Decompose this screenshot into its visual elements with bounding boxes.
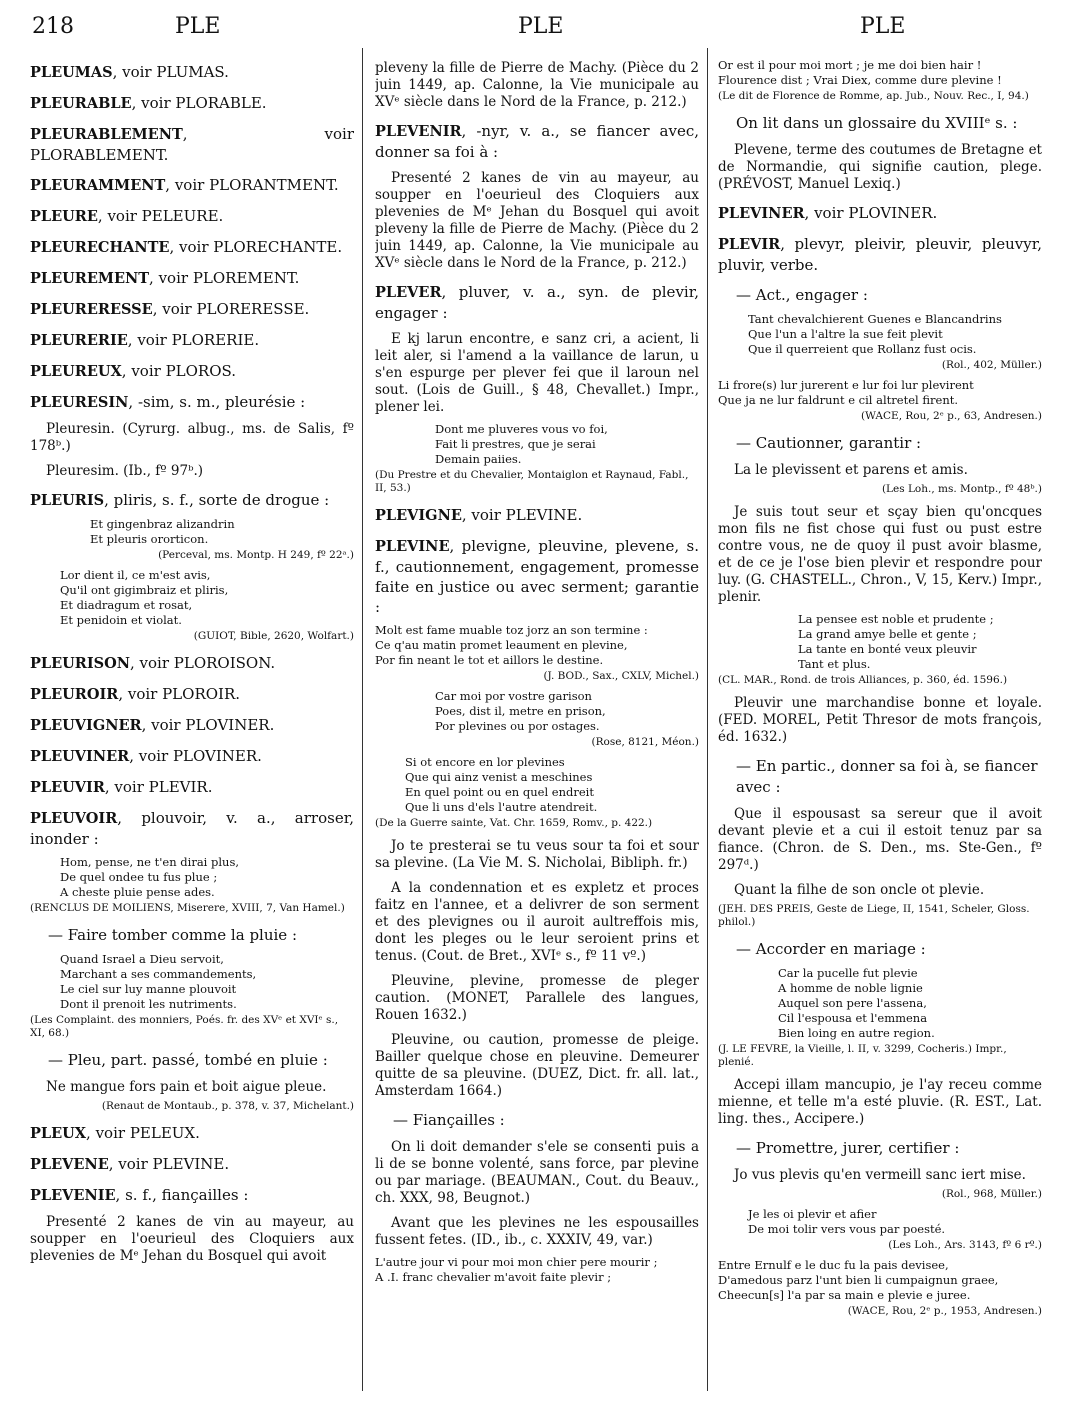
verse-quotation: [718, 1258, 1042, 1303]
dictionary-entry: PLEURERIE, voir PLORERIE.: [30, 331, 260, 349]
verse-line: Poes, dist il, metre en prison,: [435, 704, 606, 718]
running-head-col1: PLE: [175, 14, 221, 39]
column-1: [30, 52, 354, 1269]
verse-line: L'autre jour vi pour moi mon chier pere mourir ;: [375, 1255, 658, 1269]
quotation-text: Pleuvir une marchandise bonne et loyale. (FED. MOREL, Petit Thresor de mots françois, éd. 1632.): [718, 695, 1042, 745]
dictionary-entry: PLEURIS, pliris, s. f., sorte de drogue :: [30, 491, 330, 509]
verse-line: Auquel son pere l'assena,: [778, 996, 927, 1010]
dictionary-entry: PLEURECHANTE, voir PLORECHANTE.: [30, 238, 343, 256]
headword: PLEURABLE: [30, 95, 132, 112]
verse-quotation: [30, 568, 354, 628]
headword: PLEVENIE: [30, 1187, 116, 1204]
verse-line: D'amedous parz l'unt bien li cumpaignun graee,: [718, 1273, 999, 1287]
dictionary-entry: PLEVIR, plevyr, pleivir, pleuvir, pleuvyr, pluvir, verbe.: [718, 235, 1042, 274]
verse-quotation: [718, 966, 1042, 1041]
column-3: [718, 52, 1042, 1324]
quotation-text: La le plevissent et parens et amis.: [734, 462, 968, 478]
verse-line: Flourence dist ; Vrai Diex, comme dure plevine !: [718, 73, 1002, 87]
verse-line: A cheste pluie pense ades.: [60, 885, 215, 899]
dictionary-entry: PLEUMAS, voir PLUMAS.: [30, 63, 229, 81]
quotation-text: Quant la filhe de son oncle ot plevie.: [734, 882, 985, 898]
headword: PLEURAMMENT: [30, 177, 166, 194]
headword: PLEVINER: [718, 205, 805, 222]
verse-line: Car moi por vostre garison: [435, 689, 592, 703]
verse-line: Dont me pluveres vous vo foi,: [435, 422, 608, 436]
column-rule-right: [707, 48, 708, 1391]
headword: PLEUVINER: [30, 748, 130, 765]
headword: PLEVIR: [718, 236, 781, 253]
headword: PLEVENE: [30, 1156, 109, 1173]
sense-heading: On lit dans un glossaire du XVIIIᵉ s. :: [736, 114, 1018, 132]
verse-line: En quel point ou en quel endreit: [405, 785, 594, 799]
verse-line: Tant chevalchierent Guenes e Blancandrins: [748, 312, 1002, 326]
dictionary-entry: PLEURESIN, -sim, s. m., pleurésie :: [30, 393, 306, 411]
dictionary-entry: PLEUX, voir PELEUX.: [30, 1124, 200, 1142]
verse-line: Et diadragum et rosat,: [60, 598, 193, 612]
dictionary-entry: PLEVENE, voir PLEVINE.: [30, 1155, 230, 1173]
verse-quotation: [375, 689, 699, 734]
verse-line: Qu'il ont gigimbraiz et pliris,: [60, 583, 229, 597]
verse-quotation: [375, 422, 699, 467]
dictionary-entry: PLEUVINER, voir PLOVINER.: [30, 747, 262, 765]
headword: PLEUREMENT: [30, 270, 150, 287]
headword: PLEURECHANTE: [30, 239, 170, 256]
headword: PLEUVOIR: [30, 810, 118, 827]
verse-line: Ce q'au matin promet leaument en plevine,: [375, 638, 628, 652]
source-citation: (Du Prestre et du Chevalier, Montaiglon et Raynaud, Fabl., II, 53.): [375, 469, 689, 494]
dictionary-entry: PLEVENIR, -nyr, v. a., se fiancer avec, donner sa foi à :: [375, 122, 699, 161]
verse-line: De moi tolir vers vous par poesté.: [748, 1222, 946, 1236]
source-citation: (Les Complaint. des monniers, Poés. fr. des XVᵉ et XVIᵉ s., XI, 68.): [30, 1014, 339, 1039]
verse-line: La pensee est noble et prudente ;: [798, 612, 994, 626]
quotation-text: Ne mangue fors pain et boit aigue pleue.: [46, 1079, 327, 1095]
dictionary-entry: PLEURAMMENT, voir PLORANTMENT.: [30, 176, 339, 194]
verse-line: Li frore(s) lur jurerent e lur foi lur plevirent: [718, 378, 974, 392]
headword: PLEUROIR: [30, 686, 119, 703]
source-citation: (Les Loh., ms. Montp., fº 48ᵇ.): [881, 483, 1042, 495]
running-head-col3: PLE: [860, 14, 906, 39]
headword: PLEVENIR: [375, 123, 462, 140]
source-citation: (JEH. DES PREIS, Geste de Liege, II, 1541, Scheler, Gloss. philol.): [718, 903, 1030, 928]
headword: PLEURERESSE: [30, 301, 153, 318]
quotation-text: Plevene, terme des coutumes de Bretagne et de Normandie, qui signifie caution, plege. (PRÉVOST, Manuel Lexiq.): [718, 142, 1042, 192]
column-2: [375, 52, 699, 1287]
headword: PLEURABLEMENT: [30, 126, 183, 143]
column-rule-left: [362, 48, 363, 1391]
verse-line: A homme de noble lignie: [778, 981, 923, 995]
quotation-text: Presenté 2 kanes de vin au mayeur, au soupper en l'oeurieul des Cloquiers aux plevenies de Mᵉ Jehan du Bosquel qui avoit pleveny la fille de Pierre de Machy. (Pièce du 2 juin 1449, ap. Calonne, la Vie municipale au XVᵉ siècle dans le Nord de la France, p. 212.): [375, 170, 699, 271]
verse-line: Demain paiies.: [435, 452, 522, 466]
verse-line: Le ciel sur luy manne plouvoit: [60, 982, 237, 996]
dictionary-entry: PLEVER, pluver, v. a., syn. de plevir, engager :: [375, 283, 699, 322]
source-citation: (Rose, 8121, Méon.): [591, 736, 699, 748]
verse-line: Lor dient il, ce m'est avis,: [60, 568, 211, 582]
verse-line: Je les oi plevir et afier: [748, 1207, 877, 1221]
source-citation: (Perceval, ms. Montp. H 249, fº 22ᵃ.): [158, 549, 354, 561]
quotation-text: pleveny la fille de Pierre de Machy. (Pièce du 2 juin 1449, ap. Calonne, la Vie municipale au XVᵉ siècle dans le Nord de la France, p. 212.): [375, 60, 699, 110]
headword: PLEURESIN: [30, 394, 129, 411]
headword: PLEUVIGNER: [30, 717, 142, 734]
headword: PLEURIS: [30, 492, 105, 509]
dictionary-entry: PLEURE, voir PELEURE.: [30, 207, 224, 225]
verse-line: Por fin neant le tot et aillors le destine.: [375, 653, 604, 667]
verse-line: La grand amye belle et gente ;: [798, 627, 977, 641]
source-citation: (J. BOD., Sax., CXLV, Michel.): [543, 670, 699, 682]
sense-heading: — Fiançailles :: [393, 1111, 505, 1129]
quotation-text: Que il espousast sa sereur que il avoit devant plevie et a cui il estoit tenuz par sa fiance. (Chron. de S. Den., ms. Ste-Gen., fº 297ᵈ.): [718, 806, 1042, 873]
verse-quotation: [30, 517, 354, 547]
dictionary-entry: PLEUVIR, voir PLEVIR.: [30, 778, 213, 796]
headword: PLEVER: [375, 284, 442, 301]
quotation-text: Jo vus plevis qu'en vermeill sanc iert mise.: [734, 1167, 1026, 1183]
verse-quotation: [30, 952, 354, 1012]
verse-quotation: [375, 755, 699, 815]
source-citation: (Les Loh., Ars. 3143, fº 6 rº.): [888, 1239, 1042, 1251]
verse-quotation: [375, 1255, 699, 1285]
sense-heading: — Promettre, jurer, certifier :: [736, 1139, 960, 1157]
headword: PLEUX: [30, 1125, 87, 1142]
quotation-text: Presenté 2 kanes de vin au mayeur, au soupper en l'oeurieul des Cloquiers aux plevenies de Mᵉ Jehan du Bosquel qui avoit: [30, 1214, 354, 1264]
verse-line: Car la pucelle fut plevie: [778, 966, 918, 980]
quotation-text: Pleuvine, ou caution, promesse de pleige. Bailler quelque chose en pleuvine. Demeurer quitte de sa pleuvine. (DUEZ, Dict. fr. all. lat., Amsterdam 1664.): [375, 1032, 699, 1099]
verse-line: Por plevines ou por ostages.: [435, 719, 600, 733]
verse-line: Cheecun[s] l'a par sa main e plevie e juree.: [718, 1288, 971, 1302]
headword: PLEUREUX: [30, 363, 122, 380]
verse-quotation: [718, 612, 1042, 672]
source-citation: (WACE, Rou, 2ᵉ p., 1953, Andresen.): [847, 1305, 1042, 1317]
headword: PLEVINE: [375, 538, 450, 555]
page-number: 218: [32, 14, 74, 39]
source-citation: (Le dit de Florence de Romme, ap. Jub., Nouv. Rec., I, 94.): [718, 90, 1029, 102]
quotation-text: A la condennation et es expletz et proces faitz en l'annee, et a delivrer de son serment et des plevignes ou il auroit aultreffois mis, dont les pleges ou le leur seroient prins et tenus. (Cout. de Bret., XVIᵉ s., fº 11 vº.): [375, 880, 699, 964]
verse-line: Si ot encore en lor plevines: [405, 755, 565, 769]
quotation-text: E kj larun encontre, e sanz cri, a acient, li leit aler, si l'amend a la vaillance de larun, u s'en espurge per plever fei que il laroun nel sout. (Lois de Guill., § 48, Chevallet.) Impr., plener lei.: [375, 331, 699, 415]
dictionary-entry: PLEURISON, voir PLOROISON.: [30, 654, 276, 672]
source-citation: (De la Guerre sainte, Vat. Chr. 1659, Romv., p. 422.): [375, 817, 653, 829]
source-citation: (Rol., 402, Müller.): [941, 359, 1042, 371]
verse-line: Que l'un a l'altre la sue feit plevit: [748, 327, 943, 341]
verse-line: A .I. franc chevalier m'avoit faite plevir ;: [375, 1270, 612, 1284]
dictionary-entry: PLEUVOIR, plouvoir, v. a., arroser, inonder :: [30, 809, 354, 848]
quotation-text: Pleuvine, plevine, promesse de pleger caution. (MONET, Parallele des langues, Rouen 1632.): [375, 973, 699, 1023]
sense-heading: — Pleu, part. passé, tombé en pluie :: [48, 1051, 328, 1069]
dictionary-entry: PLEUREMENT, voir PLOREMENT.: [30, 269, 300, 287]
verse-line: Or est il pour moi mort ; je me doi bien hair !: [718, 58, 982, 72]
quotation-text: Accepi illam mancupio, je l'ay receu comme mienne, et telle m'a esté pluvie. (R. EST., Lat. ling. thes., Accipere.): [718, 1077, 1042, 1127]
sense-heading: — Act., engager :: [736, 286, 868, 304]
verse-line: Marchant a ses commandements,: [60, 967, 257, 981]
verse-line: Et penidoin et violat.: [60, 613, 182, 627]
verse-quotation: [375, 623, 699, 668]
headword: PLEVIGNE: [375, 507, 462, 524]
source-citation: (Rol., 968, Müller.): [941, 1188, 1042, 1200]
source-citation: (WACE, Rou, 2ᵉ p., 63, Andresen.): [861, 410, 1042, 422]
dictionary-entry: PLEVINE, plevigne, pleuvine, plevene, s. f., cautionnement, engagement, promesse faite en justice ou avec serment; garantie :: [375, 537, 699, 616]
sense-heading: — En partic., donner sa foi à, se fiancer avec :: [736, 757, 1038, 796]
verse-line: Fait li prestres, que je serai: [435, 437, 596, 451]
headword: PLEURISON: [30, 655, 130, 672]
verse-quotation: [718, 312, 1042, 357]
verse-line: Hom, pense, ne t'en dirai plus,: [60, 855, 240, 869]
dictionary-entry: PLEURABLE, voir PLORABLE.: [30, 94, 267, 112]
verse-line: Que li uns d'els l'autre atendreit.: [405, 800, 598, 814]
verse-line: Que ja ne lur faldrunt e cil altretel firent.: [718, 393, 959, 407]
quotation-text: Je suis tout seur et sçay bien qu'oncques mon fils ne fist chose qui fust ou pust estre contre vous, ne de quoy il pust avoir blasme, et de ce je l'ose bien plevir et respondre pour luy. (G. CHASTELL., Chron., V, 15, Kerv.) Impr., plenir.: [718, 504, 1042, 605]
headword: PLEURE: [30, 208, 98, 225]
sense-heading: — Cautionner, garantir :: [736, 434, 922, 452]
quotation-text: Pleuresim. (Ib., fº 97ᵇ.): [46, 463, 204, 479]
verse-line: Tant et plus.: [798, 657, 871, 671]
verse-line: Que qui ainz venist a meschines: [405, 770, 593, 784]
sense-heading: — Accorder en mariage :: [736, 940, 926, 958]
source-citation: (GUIOT, Bible, 2620, Wolfart.): [193, 630, 354, 642]
verse-quotation: [718, 378, 1042, 408]
dictionary-entry: PLEUROIR, voir PLOROIR.: [30, 685, 241, 703]
verse-line: De quel ondee tu fus plue ;: [60, 870, 218, 884]
verse-line: Que il querreient que Rollanz fust ocis.: [748, 342, 977, 356]
verse-line: Bien loing en autre region.: [778, 1026, 935, 1040]
verse-line: Dont il prenoit les nutriments.: [60, 997, 237, 1011]
verse-line: Cil l'espousa et l'emmena: [778, 1011, 928, 1025]
dictionary-entry: PLEVENIE, s. f., fiançailles :: [30, 1186, 249, 1204]
headword: PLEURERIE: [30, 332, 128, 349]
headword: PLEUVIR: [30, 779, 105, 796]
dictionary-entry: PLEVIGNE, voir PLEVINE.: [375, 506, 583, 524]
source-citation: (Renaut de Montaub., p. 378, v. 37, Michelant.): [101, 1100, 354, 1112]
quotation-text: Jo te presterai se tu veus sour ta foi et sour sa plevine. (La Vie M. S. Nicholai, Bibliph. fr.): [375, 838, 699, 871]
quotation-text: Pleuresin. (Cyrurg. albug., ms. de Salis, fº 178ᵇ.): [30, 421, 354, 454]
verse-line: Et pleuris ororticon.: [90, 532, 209, 546]
verse-quotation: [718, 1207, 1042, 1237]
dictionary-entry: PLEURERESSE, voir PLORERESSE.: [30, 300, 310, 318]
verse-quotation: [718, 58, 1042, 88]
running-head-col2: PLE: [518, 14, 564, 39]
source-citation: (RENCLUS DE MOILIENS, Miserere, XVIII, 7, Van Hamel.): [30, 902, 345, 914]
source-citation: (CL. MAR., Rond. de trois Alliances, p. 360, éd. 1596.): [718, 674, 1008, 686]
dictionary-entry: PLEUREUX, voir PLOROS.: [30, 362, 237, 380]
verse-line: Entre Ernulf e le duc fu la pais devisee,: [718, 1258, 949, 1272]
verse-line: Et gingenbraz alizandrin: [90, 517, 235, 531]
sense-heading: — Faire tomber comme la pluie :: [48, 926, 298, 944]
verse-line: La tante en bonté veux pleuvir: [798, 642, 977, 656]
dictionary-entry: PLEUVIGNER, voir PLOVINER.: [30, 716, 275, 734]
dictionary-entry: PLEVINER, voir PLOVINER.: [718, 204, 938, 222]
source-citation: (J. LE FEVRE, la Vieille, l. II, v. 3299, Cocheris.) Impr., plenié.: [718, 1043, 1007, 1068]
verse-line: Molt est fame muable toz jorz an son termine :: [375, 623, 648, 637]
quotation-text: Avant que les plevines ne les espousailles fussent fetes. (ID., ib., c. XXXIV, 49, var.): [375, 1215, 699, 1248]
verse-quotation: [30, 855, 354, 900]
verse-line: Quand Israel a Dieu servoit,: [60, 952, 224, 966]
quotation-text: On li doit demander s'ele se consenti puis a li de se bonne volenté, sans force, par plevine ou par mariage. (BEAUMAN., Cout. du Beauv., ch. XXX, 98, Beugnot.): [375, 1139, 699, 1206]
dictionary-entry: PLEURABLEMENT, voir PLORABLEMENT.: [30, 125, 354, 164]
headword: PLEUMAS: [30, 64, 113, 81]
